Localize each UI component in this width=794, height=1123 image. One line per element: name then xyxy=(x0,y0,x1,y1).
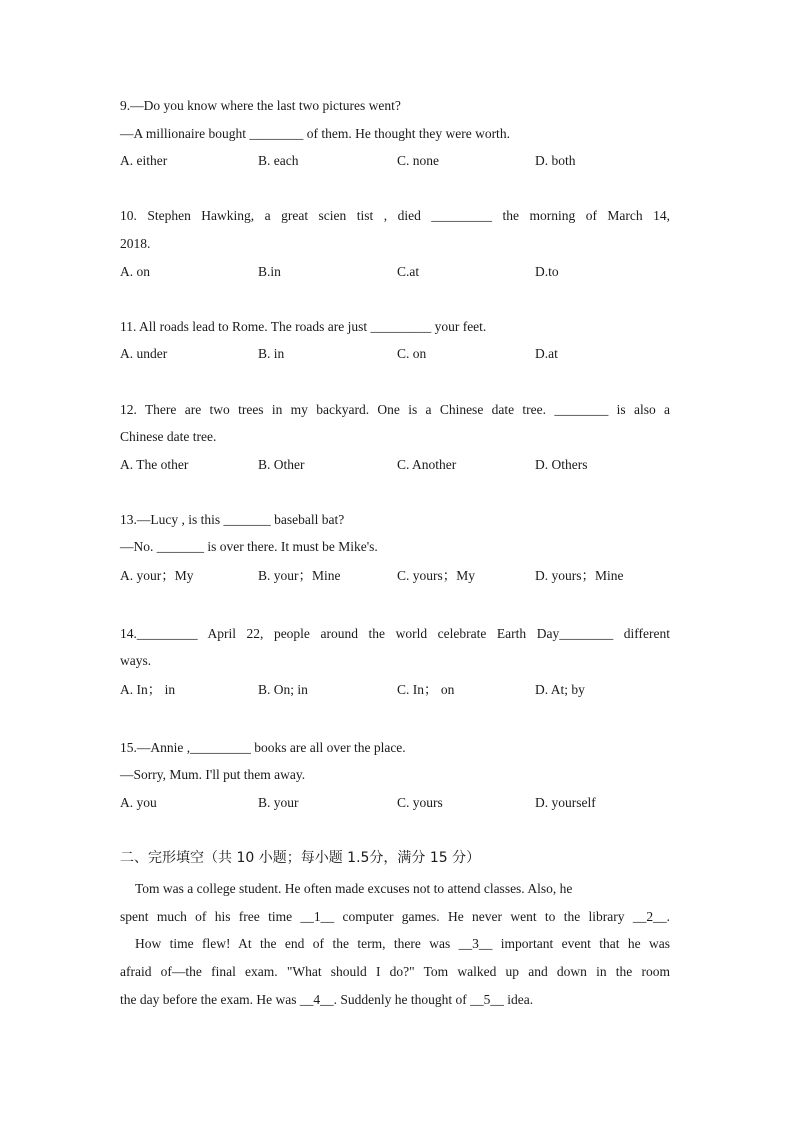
option-c: C. yours xyxy=(397,795,443,810)
option-c: C.at xyxy=(397,264,420,279)
question-text-line: 11. All roads lead to Rome. The roads are just _________ your feet. xyxy=(120,319,487,334)
option-a: A. under xyxy=(120,346,168,361)
question-text-line: —A millionaire bought ________ of them. He thought they were worth. xyxy=(120,126,510,141)
option-c: C. none xyxy=(397,153,439,168)
question-text-line: 2018. xyxy=(120,236,151,251)
paragraph-line: afraid of—the final exam. "What should I do?" Tom walked up and down in the room xyxy=(120,964,670,979)
section-heading: 二、完形填空（共 10 小题；每小题 1.5分，满分 15 分） xyxy=(120,850,481,866)
option-d: D.to xyxy=(535,264,559,279)
option-b: B. each xyxy=(258,153,299,168)
option-c: C. In； on xyxy=(397,682,455,697)
paragraph-line: How time flew! At the end of the term, there was __3__ important event that he was xyxy=(135,936,670,951)
option-a: A. either xyxy=(120,153,168,168)
option-c: C. Another xyxy=(397,457,457,472)
option-d: D. Others xyxy=(535,457,588,472)
option-b: B. On; in xyxy=(258,682,308,697)
option-d: D. yours；Mine xyxy=(535,568,624,583)
paragraph-line: spent much of his free time __1__ computer games. He never went to the library __2__. xyxy=(120,909,670,924)
option-b: B. your xyxy=(258,795,299,810)
question-text-line: Chinese date tree. xyxy=(120,429,217,444)
answer-options xyxy=(120,794,672,812)
option-b: B. in xyxy=(258,346,285,361)
answer-options xyxy=(120,345,672,363)
option-a: A. The other xyxy=(120,457,189,472)
option-c: C. on xyxy=(397,346,427,361)
option-a: A. your；My xyxy=(120,568,194,583)
question-text-line: 15.—Annie ,_________ books are all over the place. xyxy=(120,740,406,755)
question-text-line: 14._________ April 22, people around the world celebrate Earth Day________ different xyxy=(120,626,670,641)
answer-options xyxy=(120,263,672,281)
question-text-line: —Sorry, Mum. I'll put them away. xyxy=(120,767,306,782)
answer-options xyxy=(120,456,672,474)
option-a: A. you xyxy=(120,795,157,810)
paragraph-line: the day before the exam. He was __4__. Suddenly he thought of __5__ idea. xyxy=(120,992,534,1007)
option-d: D. both xyxy=(535,153,576,168)
option-a: A. on xyxy=(120,264,150,279)
question-text-line: 9.—Do you know where the last two pictures went? xyxy=(120,98,401,113)
option-b: B.in xyxy=(258,264,281,279)
option-a: A. In； in xyxy=(120,682,176,697)
question-text-line: 10. Stephen Hawking, a great scien tist , died _________ the morning of March 14, xyxy=(120,208,670,223)
option-b: B. your；Mine xyxy=(258,568,341,583)
option-c: C. yours；My xyxy=(397,568,476,583)
option-d: D. yourself xyxy=(535,795,596,810)
question-text-line: 13.—Lucy , is this _______ baseball bat? xyxy=(120,512,345,527)
paragraph-line: Tom was a college student. He often made excuses not to attend classes. Also, he xyxy=(135,881,573,896)
question-text-line: —No. _______ is over there. It must be Mike's. xyxy=(120,539,378,554)
option-d: D. At; by xyxy=(535,682,585,697)
answer-options xyxy=(120,681,672,699)
question-text-line: ways. xyxy=(120,653,152,668)
answer-options xyxy=(120,152,672,170)
option-b: B. Other xyxy=(258,457,305,472)
option-d: D.at xyxy=(535,346,558,361)
question-text-line: 12. There are two trees in my backyard. One is a Chinese date tree. ________ is also a xyxy=(120,402,670,417)
answer-options xyxy=(120,567,672,585)
